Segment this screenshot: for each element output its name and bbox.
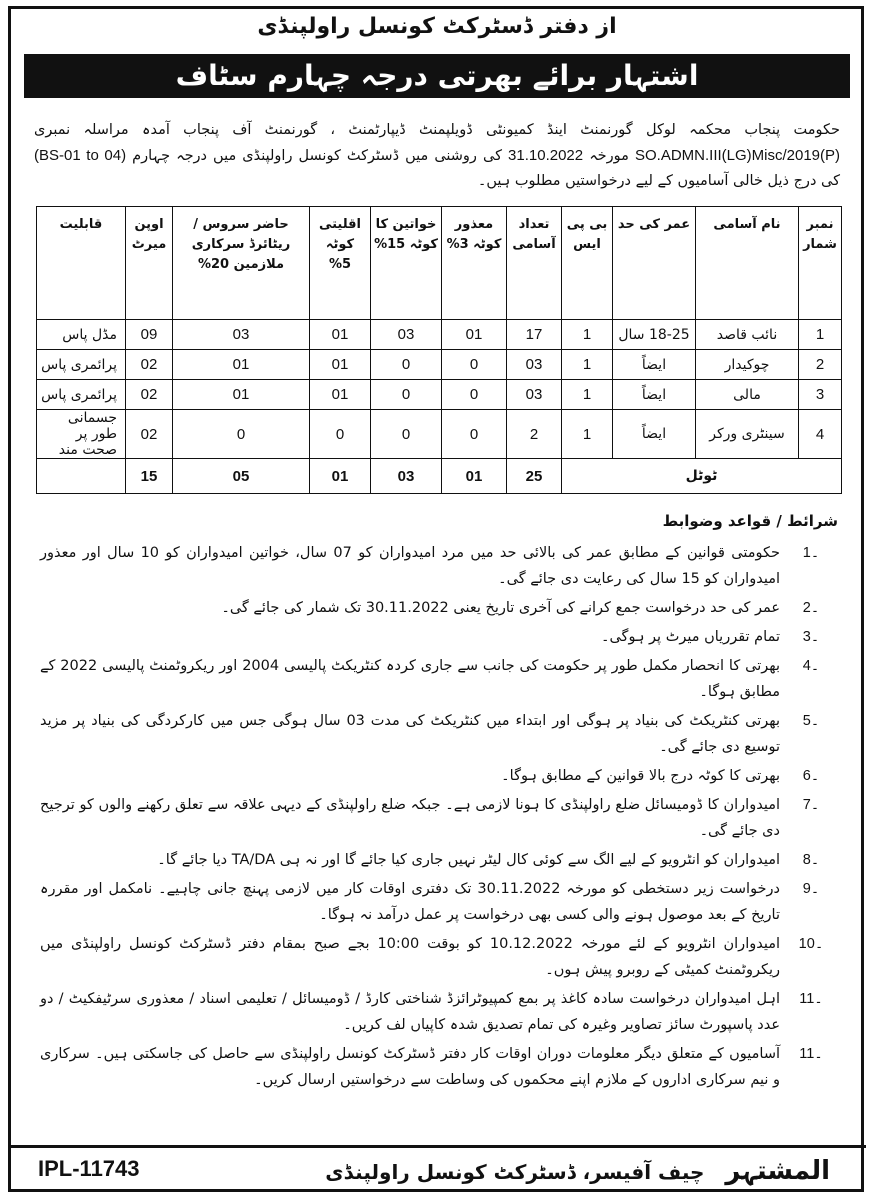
open-merit: 09: [126, 320, 173, 350]
bps: 1: [562, 410, 613, 459]
bps: 1: [562, 350, 613, 380]
col-bps: بی پی ایس: [562, 207, 613, 320]
total-posts: 17: [507, 320, 562, 350]
rule-number: ۔9: [802, 881, 820, 897]
ipl-number: IPL-11743: [38, 1156, 140, 1181]
post-name: مالی: [696, 380, 799, 410]
women-quota: 0: [371, 410, 442, 459]
total-row: [37, 459, 842, 494]
women-quota: 03: [371, 320, 442, 350]
open-merit-sum: 15: [126, 459, 173, 494]
col-women-quota: خواتین کا کوٹہ 15%: [371, 207, 442, 320]
col-serial: نمبر شمار: [799, 207, 842, 320]
rule-number: ۔10: [798, 936, 824, 952]
age-limit: ایضاً: [613, 380, 696, 410]
rule-text: عمر کی حد درخواست جمع کرانے کی آخری تاریخ یعنی 30.11.2022 تک شمار کی جائے گی۔: [221, 600, 780, 616]
rule-text: بھرتی کنٹریکٹ کی بنیاد پر ہوگی اور ابتداء میں کنٹریکٹ کی مدت 03 سال ہوگی جس میں کارکردگی کی بنیاد پر مزید توسیع دی جائے گی۔: [40, 713, 780, 755]
post-name: سینٹری ورکر: [696, 410, 799, 459]
rule-number: ۔11: [799, 1046, 823, 1062]
rule-text: درخواست زیر دستخطی کو مورخہ 30.11.2022 تک دفتری اوقات کار میں لازمی پہنچ جانی چاہیے۔ نامکمل اور مقررہ تاریخ کے بعد موصول ہونے والی کسی بھی درخواست پر عمل درآمد نہ ہوگا۔: [40, 881, 780, 923]
rule-text: تمام تقرریاں میرٹ پر ہوگی۔: [600, 629, 780, 645]
col-total: تعداد آسامی: [507, 207, 562, 320]
col-qualification: قابلیت: [37, 207, 126, 320]
table-row: [37, 350, 842, 380]
rule-item: [40, 931, 842, 983]
serial: 1: [799, 320, 842, 350]
rule-number: ۔2: [802, 600, 820, 616]
vacancies-table: [36, 206, 842, 494]
total-posts: 03: [507, 350, 562, 380]
total-posts: 2: [507, 410, 562, 459]
open-merit: 02: [126, 380, 173, 410]
col-post: نام آسامی: [696, 207, 799, 320]
rule-number: ۔8: [802, 852, 820, 868]
service-quota: 03: [173, 320, 310, 350]
open-merit: 02: [126, 350, 173, 380]
qualification: پرائمری پاس: [37, 350, 126, 380]
qualification-empty: [37, 459, 126, 494]
rule-number: ۔5: [802, 713, 820, 729]
advertisement-title: اشتہار برائے بھرتی درجہ چہارم سٹاف: [24, 54, 850, 98]
rule-item: [40, 595, 842, 621]
rule-item: [40, 986, 842, 1038]
letter-date: 31.10.2022: [508, 147, 584, 164]
rule-item: [40, 653, 842, 705]
rule-item: [40, 708, 842, 760]
rule-number: ۔7: [802, 797, 820, 813]
rules-list: [40, 540, 842, 1096]
serial: 4: [799, 410, 842, 459]
minority-quota-sum: 01: [310, 459, 371, 494]
rule-number: ۔4: [802, 658, 820, 674]
service-quota: 0: [173, 410, 310, 459]
pay-scale: (BS-01 to 04): [34, 147, 127, 164]
women-quota: 0: [371, 380, 442, 410]
col-service-quota: حاضر سروس / ریٹائرڈ سرکاری ملازمین 20%: [173, 207, 310, 320]
col-open-merit: اوپن میرٹ: [126, 207, 173, 320]
minority-quota: 0: [310, 410, 371, 459]
rule-item: [40, 847, 842, 873]
col-minority-quota: اقلیتی کوٹہ 5%: [310, 207, 371, 320]
col-disabled-quota: معذور کوٹہ 3%: [442, 207, 507, 320]
intro-text-3: کی روشنی میں ڈسٹرکٹ کونسل راولپنڈی میں درجہ چہارم: [132, 148, 502, 164]
intro-text-4: کی درج ذیل خالی آسامیوں کے لیے درخواستیں مطلوب ہیں۔: [477, 173, 840, 189]
rule-text: امیدواران انٹرویو کے لئے مورخہ 10.12.2022 کو بوقت 10:00 بجے صبح بمقام دفتر ڈسٹرکٹ کونسل راولپنڈی میں ریکروٹمنٹ کمیٹی کے روبرو پیش ہوں۔: [40, 936, 781, 978]
rule-text: بھرتی کا انحصار مکمل طور پر حکومت کی جانب سے جاری کردہ کنٹریکٹ پالیسی 2004 اور ریکروٹمنٹ پالیسی 2022 کے مطابق ہوگا۔: [40, 658, 780, 700]
advertiser: [325, 1156, 830, 1186]
rule-text: بھرتی کا کوٹہ درج بالا قوانین کے مطابق ہوگا۔: [501, 768, 780, 784]
rule-item: [40, 540, 842, 592]
intro-paragraph: [34, 118, 840, 194]
rule-number: ۔3: [802, 629, 820, 645]
rule-text: امیدواران کا ڈومیسائل ضلع راولپنڈی کا ہونا لازمی ہے۔ جبکہ ضلع راولپنڈی کے دیہی علاقہ سے تعلق رکھنے والوں کو ترجیح دی جائے گی۔: [40, 797, 780, 839]
footer: [8, 1145, 866, 1192]
col-age: عمر کی حد: [613, 207, 696, 320]
service-quota: 01: [173, 350, 310, 380]
rule-number: ۔1: [802, 545, 820, 561]
table-row: [37, 320, 842, 350]
issuing-office: از دفتر ڈسٹرکٹ کونسل راولپنڈی: [257, 14, 617, 39]
intro-text-1: حکومت پنجاب محکمہ لوکل گورنمنٹ اینڈ کمیونٹی ڈویلپمنٹ ڈیپارٹمنٹ ، گورنمنٹ آف پنجاب آمدہ مراسلہ نمبری: [34, 122, 840, 138]
qualification: جسمانی طور پر صحت مند: [37, 410, 126, 459]
bps: 1: [562, 320, 613, 350]
table-row: [37, 410, 842, 459]
rule-text: امیدواران کو انٹرویو کے لیے الگ سے کوئی کال لیٹر نہیں جاری کیا جائے گا اور نہ ہی TA/DA دیا جائے گا۔: [157, 852, 780, 868]
open-merit: 02: [126, 410, 173, 459]
total-posts: 03: [507, 380, 562, 410]
rule-text: اہل امیدواران درخواست سادہ کاغذ پر بمع کمپیوٹرائزڈ شناختی کارڈ / ڈومیسائل / تعلیمی اسناد / معذوری سرٹیفکیٹ / دو عدد پاسپورٹ سائز تصاویر وغیرہ کی تمام تصدیق شدہ کاپیاں لف کریں۔: [40, 991, 780, 1033]
women-quota: 0: [371, 350, 442, 380]
qualification: مڈل پاس: [37, 320, 126, 350]
advertiser-label: المشتہر: [725, 1156, 830, 1186]
table-header-row: [37, 207, 842, 320]
minority-quota: 01: [310, 380, 371, 410]
total-label: ٹوٹل: [562, 459, 842, 494]
table-row: [37, 380, 842, 410]
bps: 1: [562, 380, 613, 410]
age-limit: ایضاً: [613, 410, 696, 459]
minority-quota: 01: [310, 350, 371, 380]
women-quota-sum: 03: [371, 459, 442, 494]
rule-text: آسامیوں کے متعلق دیگر معلومات دوران اوقات کار دفتر ڈسٹرکٹ کونسل راولپنڈی سے حاصل کی جاسکتی ہیں۔ سرکاری و نیم سرکاری اداروں کے ملازم اپنے محکموں کی وساطت سے درخواستیں ارسال کریں۔: [40, 1046, 780, 1088]
rule-item: [40, 624, 842, 650]
serial: 3: [799, 380, 842, 410]
rule-number: ۔6: [802, 768, 820, 784]
disabled-quota: 0: [442, 350, 507, 380]
letter-reference: SO.ADMN.III(LG)Misc/2019(P): [634, 147, 841, 164]
rule-item: [40, 792, 842, 844]
serial: 2: [799, 350, 842, 380]
post-name: نائب قاصد: [696, 320, 799, 350]
rule-number: ۔11: [799, 991, 823, 1007]
disabled-quota: 0: [442, 380, 507, 410]
disabled-quota: 0: [442, 410, 507, 459]
disabled-quota-sum: 01: [442, 459, 507, 494]
service-quota-sum: 05: [173, 459, 310, 494]
rules-heading: شرائط / قواعد وضوابط: [662, 512, 838, 530]
service-quota: 01: [173, 380, 310, 410]
rule-item: [40, 876, 842, 928]
qualification: پرائمری پاس: [37, 380, 126, 410]
age-limit: ایضاً: [613, 350, 696, 380]
rule-item: [40, 763, 842, 789]
total-posts-sum: 25: [507, 459, 562, 494]
age-limit: 18-25 سال: [613, 320, 696, 350]
rule-item: [40, 1041, 842, 1093]
advertiser-name: چیف آفیسر، ڈسٹرکٹ کونسل راولپنڈی: [325, 1160, 705, 1184]
disabled-quota: 01: [442, 320, 507, 350]
post-name: چوکیدار: [696, 350, 799, 380]
rule-text: حکومتی قوانین کے مطابق عمر کی بالائی حد میں مرد امیدواران کو 07 سال، خواتین امیدواران کو 10 سال اور معذور امیدواران کو 15 سال کی رعایت دی جائے گی۔: [40, 545, 780, 587]
minority-quota: 01: [310, 320, 371, 350]
intro-text-2: مورخہ: [589, 148, 629, 164]
